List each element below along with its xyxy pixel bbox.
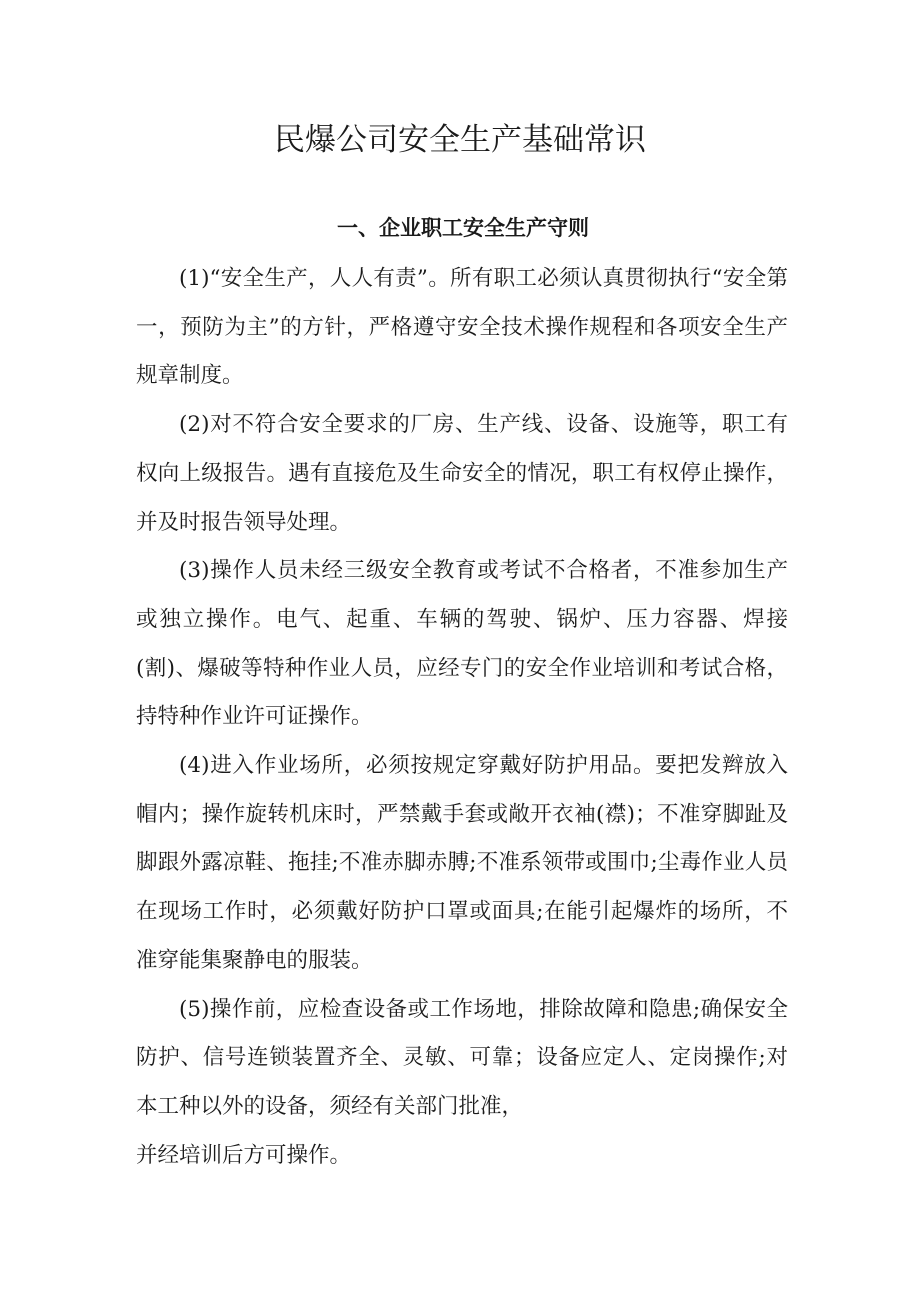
- section-heading: 一、企业职工安全生产守则: [337, 215, 589, 240]
- paragraph-2: (2)对不符合安全要求的厂房、生产线、设备、设施等，职工有权向上级报告。遇有直接危及生命安全的情况，职工有权停止操作，并及时报告领导处理。: [136, 412, 788, 535]
- paragraph-3: (3)操作人员未经三级安全教育或考试不合格者，不准参加生产或独立操作。电气、起重、车辆的驾驶、锅炉、压力容器、焊接(割)、爆破等特种作业人员，应经专门的安全作业培训和考试合格，持特种作业许可证操作。: [136, 558, 788, 730]
- document-title: 民爆公司安全生产基础常识: [274, 122, 646, 158]
- paragraph-5-continuation: 并经培训后方可操作。: [136, 1142, 352, 1168]
- paragraph-1: (1)“安全生产，人人有责”。所有职工必须认真贯彻执行“安全第一，预防为主”的方针，严格遵守安全技术操作规程和各项安全生产规章制度。: [136, 266, 788, 389]
- document-body: [136, 255, 788, 1180]
- paragraph-4: (4)进入作业场所，必须按规定穿戴好防护用品。要把发辫放入帽内；操作旋转机床时，严禁戴手套或敞开衣袖(襟)；不准穿脚趾及脚跟外露凉鞋、拖挂;不准赤脚赤膊;不准系领带或围巾;尘毒作业人员在现场工作时，必须戴好防护口罩或面具;在能引起爆炸的场所，不准穿能集聚静电的服装。: [136, 753, 788, 973]
- paragraph-5: (5)操作前，应检查设备或工作场地，排除故障和隐患;确保安全防护、信号连锁装置齐全、灵敏、可靠；设备应定人、定岗操作;对本工种以外的设备，须经有关部门批准，: [136, 996, 788, 1119]
